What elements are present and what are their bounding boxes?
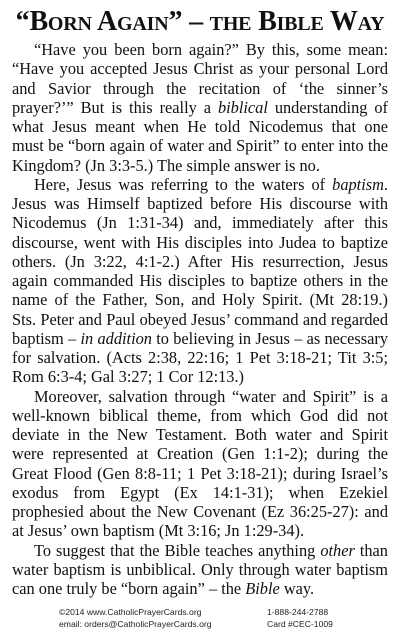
- copyright-text: ©2014 www.CatholicPrayerCards.org: [59, 607, 202, 617]
- phone-number: 1-888-244-2788: [267, 607, 329, 617]
- card-body: [12, 40, 388, 598]
- text-run: understanding of what Jesus meant when He told Nicodemus that one must be “born again of water and Spirit” to enter into the Kingdom? (Jn 3:3-5.) The simple answer is no.: [12, 97, 388, 175]
- email-text: email: orders@CatholicPrayerCards.org: [59, 619, 212, 629]
- text-run: Here, Jesus was referring to the waters of: [34, 174, 333, 194]
- text-run: . Jesus was Himself baptized before His discourse with Nicodemus (Jn 1:31-34) and, immediately after this discourse, went with His disciples into Judea to baptize others. (Jn 3:22, 4:1-2.) After His resurrection, Jesus again commanded His disciples to baptize others in the name of the Father, Son, and Holy Spirit. (Mt 28:19.) Sts. Peter and Paul obeyed Jesus’ command and regarded baptism –: [12, 174, 388, 348]
- text-run: way.: [279, 579, 315, 598]
- paragraph-conclusion: [12, 541, 388, 599]
- emphasis-text: Bible: [245, 579, 280, 598]
- card-title: “Born Again” – the Bible Way: [15, 6, 385, 37]
- emphasis-text: other: [320, 540, 355, 560]
- paragraph-baptism: [12, 175, 388, 387]
- text-run: than water baptism is unbiblical. Only through water baptism can one truly be “born again” – the: [12, 540, 388, 598]
- paragraph-intro: [12, 40, 388, 175]
- text-run: To suggest that the Bible teaches anything: [34, 540, 321, 560]
- paragraph-water-spirit: [12, 387, 388, 541]
- emphasis-text: baptism: [332, 174, 384, 194]
- text-run: Moreover, salvation through “water and Spirit” is a well-known biblical theme, from which God did not deviate in the New Testament. Both water and Spirit were represented at Creation (Gen 1:1-2); during the Great Flood (Gen 8:8-11; 1 Pet 3:18-21); during Israel’s exodus from Egypt (Ex 14:1-31); when Ezekiel prophesied about the New Covenant (Ez 36:25-27): and at Jesus’ own baptism (Mt 3:16; Jn 1:29-34).: [12, 386, 388, 541]
- text-run: to believing in Jesus – as necessary for salvation. (Acts 2:38, 22:16; 1 Pet 3:18-21; Tit 3:5; Rom 6:3-4; Gal 3:27; 1 Cor 12:13.): [12, 328, 388, 387]
- card-id: Card #CEC-1009: [267, 619, 333, 629]
- card-footer: [0, 606, 400, 630]
- emphasis-text: biblical: [217, 97, 268, 117]
- text-run: “Have you been born again?” By this, some mean: “Have you accepted Jesus Christ as your personal Lord and Savior through the recitation of ‘the sinner’s prayer?’” But is this really a: [12, 40, 388, 117]
- emphasis-text: in addition: [80, 328, 152, 348]
